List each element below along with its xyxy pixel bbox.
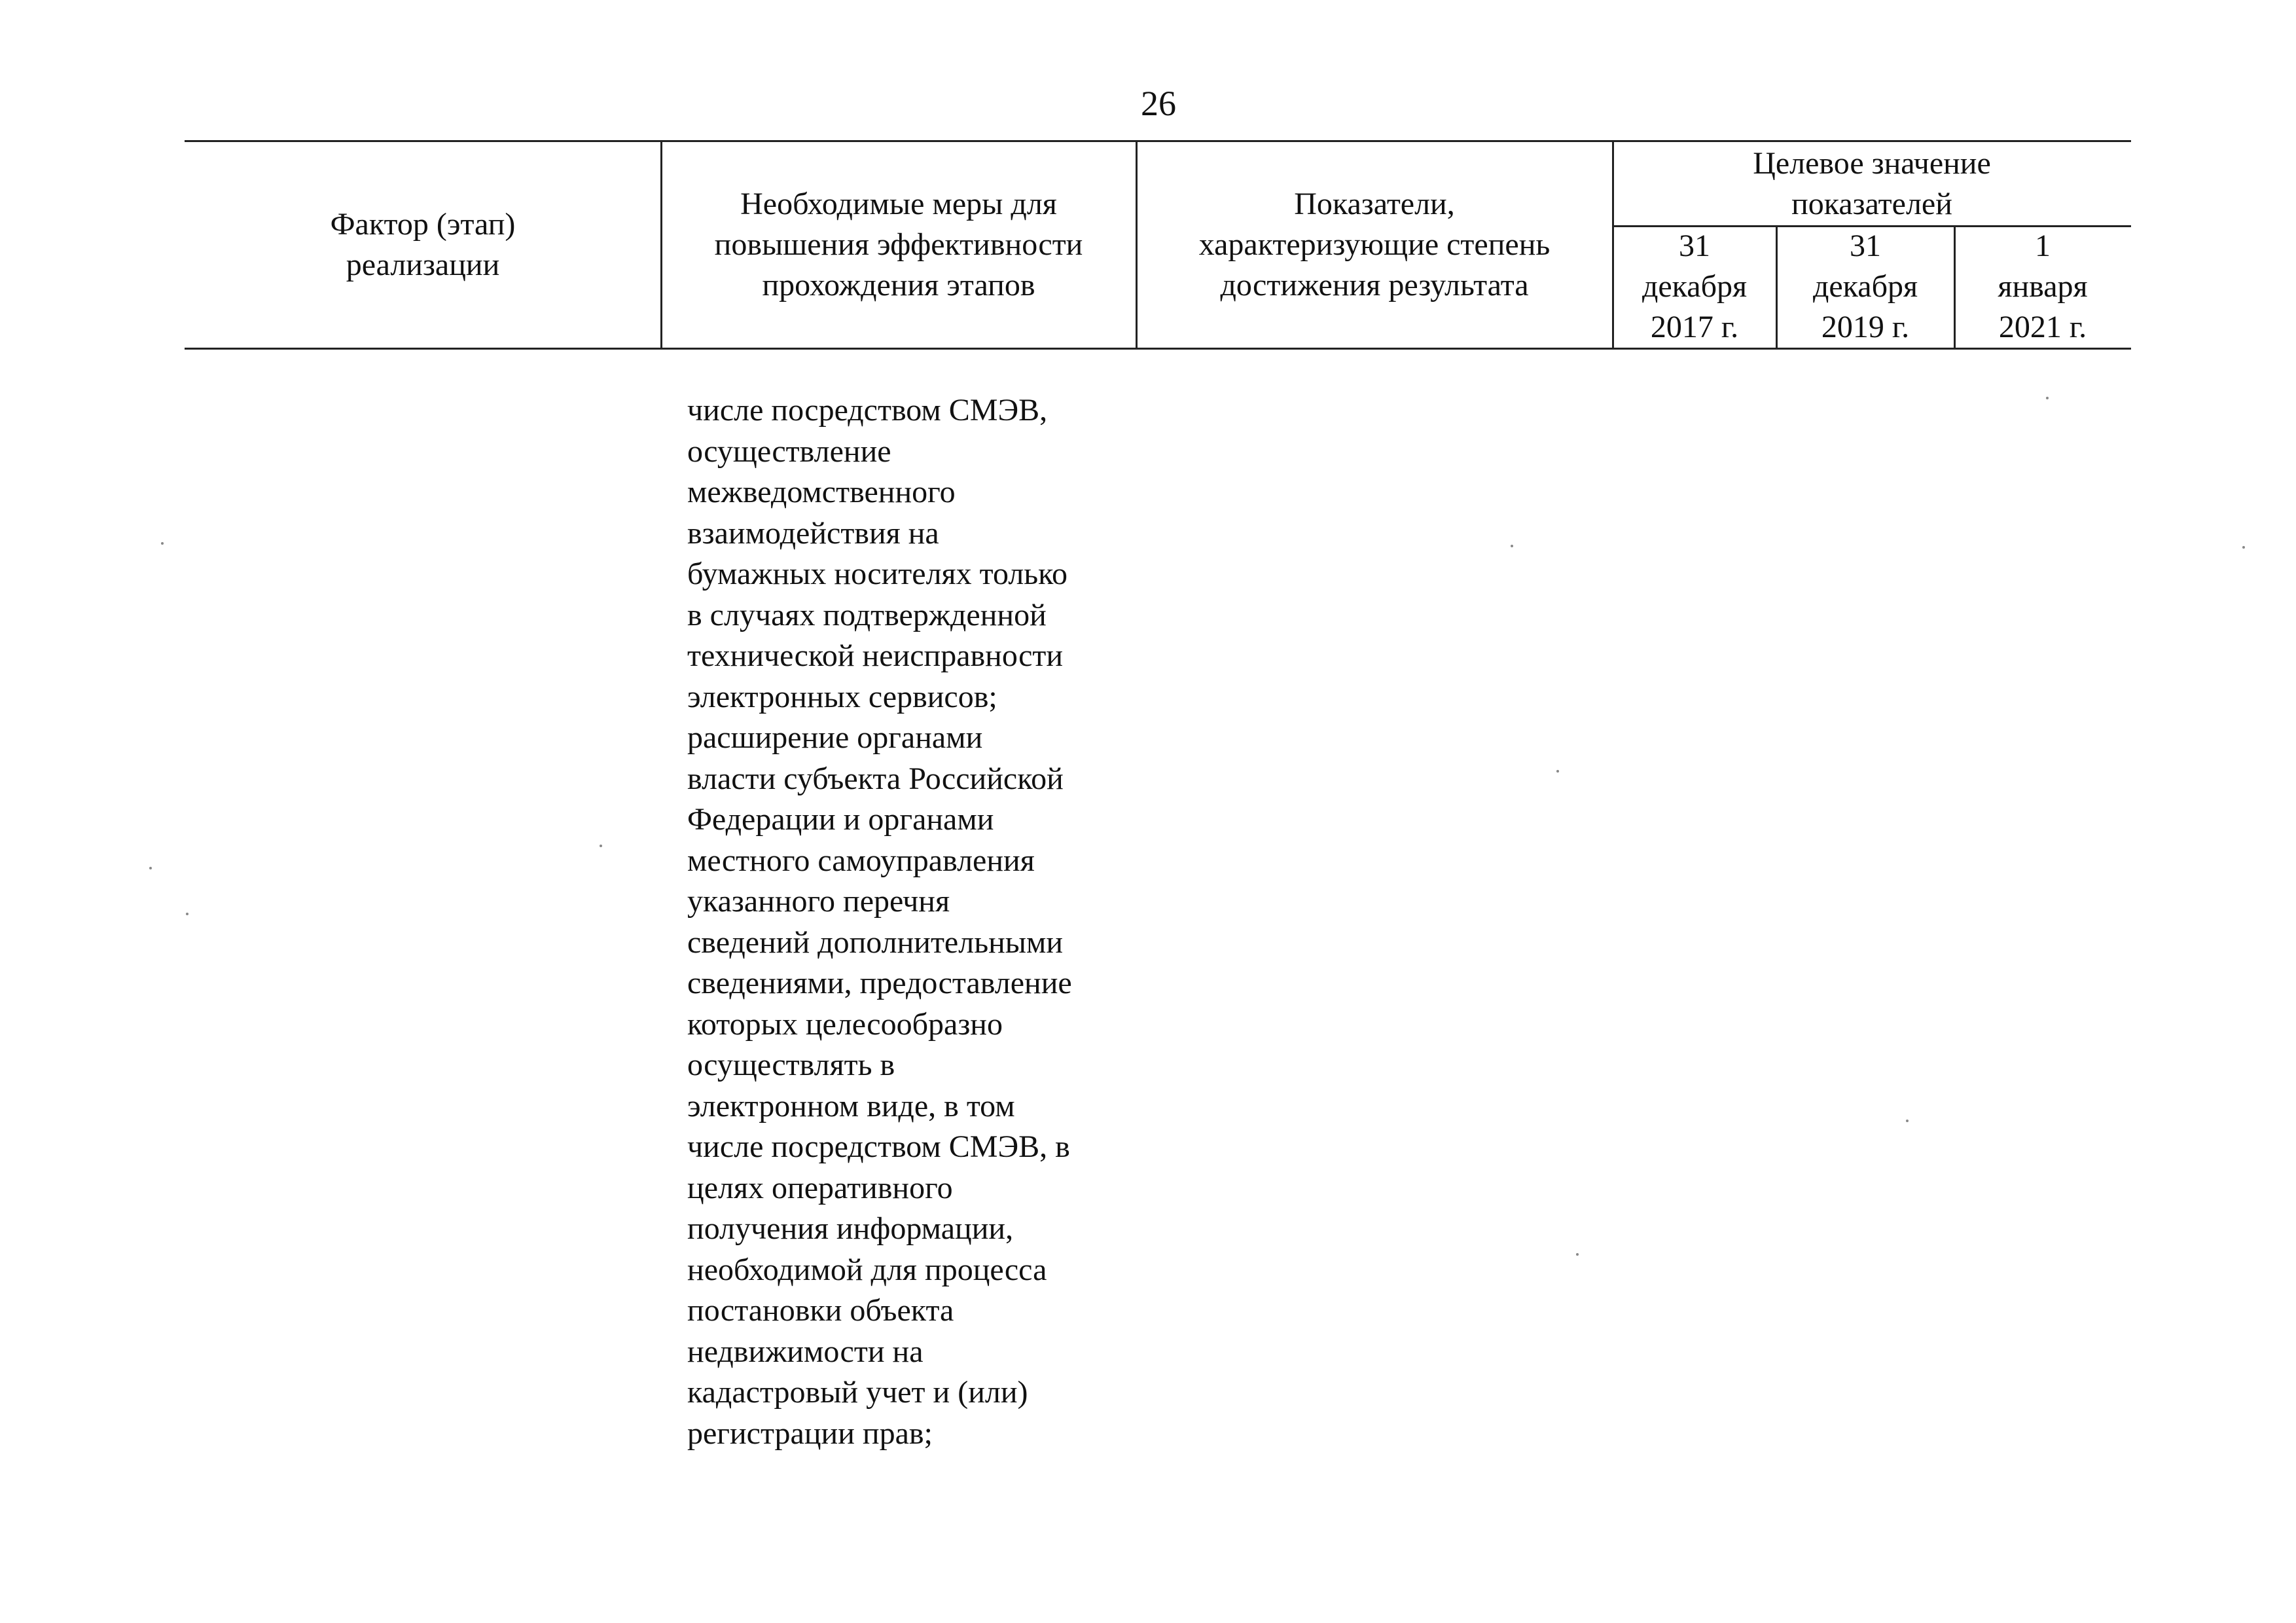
header-factor: Фактор (этап) реализации [330, 207, 516, 282]
column-divider [1612, 142, 1614, 348]
header-indicators: Показатели, характеризующие степень достижения результата [1198, 187, 1551, 302]
scan-speck [186, 913, 188, 915]
scan-speck [600, 845, 602, 847]
scan-speck [149, 867, 152, 869]
scan-speck [2046, 397, 2049, 399]
column-divider [660, 142, 662, 348]
scan-speck [1576, 1253, 1579, 1256]
scan-speck [161, 542, 164, 545]
column-divider [1776, 226, 1778, 348]
header-measures: Необходимые меры для повышения эффективности прохождения этапов [714, 187, 1083, 302]
column-divider [1954, 226, 1956, 348]
header-date-2019: 31 декабря 2019 г. [1812, 228, 1918, 344]
column-divider [1136, 142, 1138, 348]
scan-speck [2242, 546, 2245, 549]
page-number: 26 [1141, 84, 1176, 123]
header-date-2017: 31 декабря 2017 г. [1641, 228, 1748, 344]
scan-speck [1906, 1120, 1909, 1122]
measures-cell-text: числе посредством СМЭВ, осуществление межведомственного взаимодействия на бумажных носителях только в случаях подтвержденной технической неисправности электронных сервисов; расширение органами власти субъекта Российской Федерации и органами местного самоуправления указанного перечня сведений дополнительными сведениями, предоставление которых целесообразно осуществлять в электронном виде, в том числе посредством СМЭВ, в целях оперативного получения информации, необходимой для процесса постановки объекта недвижимости на кадастровый учет и (или) регистрации прав; [687, 393, 1072, 1451]
row-divider [1613, 225, 2131, 227]
table-header [185, 140, 2131, 350]
header-target-value: Целевое значение показателей [1753, 146, 1991, 221]
header-date-2021: 1 января 2021 г. [1998, 228, 2088, 344]
scan-speck [1511, 545, 1513, 547]
scan-speck [1556, 770, 1559, 773]
